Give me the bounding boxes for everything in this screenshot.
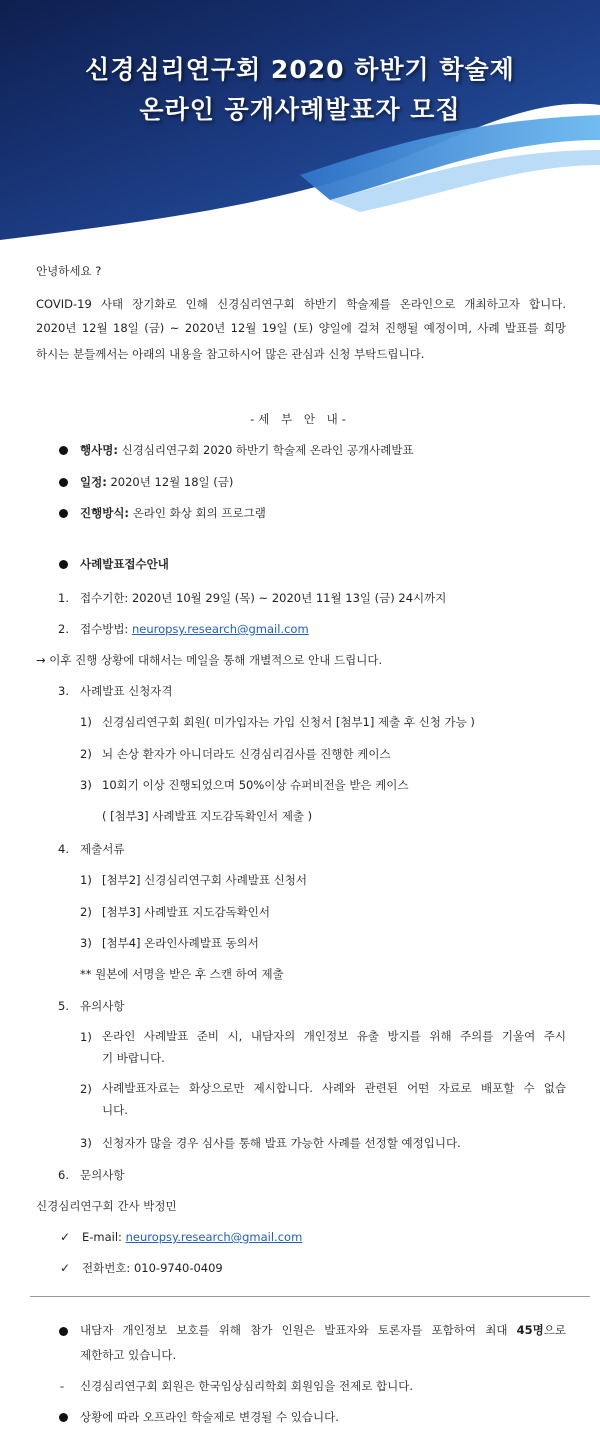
caution-item-line2: 기 바랍니다. bbox=[102, 1051, 165, 1065]
bullet-icon bbox=[59, 509, 68, 518]
checkmark-icon: ✓ bbox=[60, 1230, 71, 1244]
documents-heading: 제출서류 bbox=[80, 842, 125, 856]
list-number: 1) bbox=[80, 715, 92, 729]
list-number: 3) bbox=[80, 936, 92, 950]
bullet-icon bbox=[59, 446, 68, 455]
document-item: [첨부2] 신경심리연구회 사례발표 신청서 bbox=[102, 873, 307, 887]
intro-line-3: 하시는 분들께서는 아래의 내용을 참고하시어 많은 관심과 신청 부탁드립니다. bbox=[36, 347, 425, 361]
qualification-item: 신경심리연구회 회원( 미가입자는 가입 신청서 [첨부1] 제출 후 신청 가능 ) bbox=[102, 715, 475, 729]
contact-name: 신경심리연구회 간사 박정민 bbox=[36, 1199, 177, 1213]
event-value: 신경심리연구회 2020 하반기 학술제 온라인 공개사례발표 bbox=[117, 443, 414, 457]
list-number: 5. bbox=[58, 999, 69, 1013]
notice-text: 으로 bbox=[543, 1323, 566, 1337]
bullet-icon bbox=[59, 1413, 68, 1422]
caution-item-line1: 온라인 사례발표 준비 시, 내담자의 개인정보 유출 방지를 위해 주의를 기울여 주시 bbox=[102, 1029, 566, 1043]
details-heading: -세 부 안 내- bbox=[250, 412, 350, 426]
notice-text: 내담자 개인정보 보호를 위해 참가 인원은 발표자와 토론자를 포함하여 최대 bbox=[80, 1323, 517, 1337]
date-label: 일정: bbox=[80, 475, 107, 489]
contact-heading: 문의사항 bbox=[80, 1168, 125, 1182]
banner-title-line1: 신경심리연구회 2020 하반기 학술제 bbox=[85, 55, 515, 84]
header-banner bbox=[0, 0, 600, 245]
event-label: 행사명: bbox=[80, 443, 118, 457]
deadline-row: 접수기한: 2020년 10월 29일 (목) ~ 2020년 11월 13일 (금) 24시까지 bbox=[80, 591, 447, 605]
list-number: 1) bbox=[80, 1030, 92, 1044]
document-item: [첨부4] 온라인사례발표 동의서 bbox=[102, 936, 259, 950]
notice-membership: 신경심리연구회 회원은 한국임상심리학회 회원임을 전제로 합니다. bbox=[80, 1379, 413, 1393]
notice-capacity-line2: 제한하고 있습니다. bbox=[80, 1348, 177, 1362]
list-number: 2) bbox=[80, 747, 92, 761]
caution-item-line1: 사례발표자료는 화상으로만 제시합니다. 사례와 관련된 어떤 자료로 배포할 수 없습 bbox=[102, 1081, 566, 1095]
list-number: 2) bbox=[80, 1082, 92, 1096]
greeting: 안녕하세요 ? bbox=[36, 264, 102, 278]
notice-offline: 상황에 따라 오프라인 학술제로 변경될 수 있습니다. bbox=[80, 1410, 339, 1424]
arrow-note: → 이후 진행 상황에 대해서는 메일을 통해 개별적으로 안내 드립니다. bbox=[36, 653, 383, 667]
notice-capacity-line1 bbox=[80, 1318, 566, 1343]
list-number: 3. bbox=[58, 684, 69, 698]
bullet-icon bbox=[59, 560, 68, 569]
qualification-heading: 사례발표 신청자격 bbox=[80, 684, 173, 698]
email-link[interactable]: neuropsy.research@gmail.com bbox=[131, 622, 309, 636]
qualification-note: ( [첨부3] 사례발표 지도감독확인서 제출 ) bbox=[102, 809, 313, 823]
section-divider bbox=[30, 1296, 590, 1297]
list-number: 2. bbox=[58, 622, 69, 636]
caution-item-line2: 니다. bbox=[102, 1103, 128, 1117]
contact-phone: 전화번호: 010-9740-0409 bbox=[82, 1261, 223, 1275]
capacity-count: 45명 bbox=[516, 1323, 544, 1337]
list-number: 3) bbox=[80, 1136, 92, 1150]
list-number: 6. bbox=[58, 1168, 69, 1182]
document-item: [첨부3] 사례발표 지도감독확인서 bbox=[102, 905, 271, 919]
method-value: 온라인 화상 회의 프로그램 bbox=[129, 506, 266, 520]
method-apply-row bbox=[80, 620, 309, 638]
date-value: 2020년 12월 18일 (금) bbox=[106, 475, 234, 489]
qualification-item: 뇌 손상 환자가 아니더라도 신경심리검사를 진행한 케이스 bbox=[102, 747, 391, 761]
list-number: 1) bbox=[80, 873, 92, 887]
contact-email-row bbox=[82, 1228, 302, 1246]
email-label: E-mail: bbox=[82, 1230, 126, 1244]
cautions-heading: 유의사항 bbox=[80, 999, 125, 1013]
bullet-icon bbox=[59, 478, 68, 487]
method-label: 진행방식: bbox=[80, 506, 130, 520]
method-row bbox=[80, 504, 266, 522]
intro-line-1: COVID-19 사태 장기화로 인해 신경심리연구회 하반기 학술제를 온라인으로 개최하고자 합니다. bbox=[36, 297, 566, 311]
bullet-icon bbox=[59, 1327, 68, 1336]
banner-title-line2: 온라인 공개사례발표자 모집 bbox=[139, 95, 461, 124]
checkmark-icon: ✓ bbox=[60, 1261, 71, 1275]
reception-heading: 사례발표접수안내 bbox=[80, 557, 169, 571]
list-number: 4. bbox=[58, 842, 69, 856]
contact-email-link[interactable]: neuropsy.research@gmail.com bbox=[125, 1230, 303, 1244]
document-note: ** 원본에 서명을 받은 후 스캔 하여 제출 bbox=[80, 967, 284, 981]
apply-method-label: 접수방법: bbox=[80, 622, 132, 636]
list-number: 1. bbox=[58, 591, 69, 605]
date-row bbox=[80, 473, 233, 491]
list-number: 3) bbox=[80, 778, 92, 792]
caution-item: 신청자가 많을 경우 심사를 통해 발표 가능한 사례를 선정할 예정입니다. bbox=[102, 1136, 461, 1150]
event-name-row bbox=[80, 441, 414, 459]
intro-line-2: 2020년 12월 18일 (금) ~ 2020년 12월 19일 (토) 양일에 걸쳐 진행될 예정이며, 사례 발표를 희망 bbox=[36, 321, 566, 335]
list-number: 2) bbox=[80, 905, 92, 919]
dash-marker: - bbox=[60, 1379, 65, 1393]
qualification-item: 10회기 이상 진행되었으며 50%이상 슈퍼비전을 받은 케이스 bbox=[102, 778, 409, 792]
